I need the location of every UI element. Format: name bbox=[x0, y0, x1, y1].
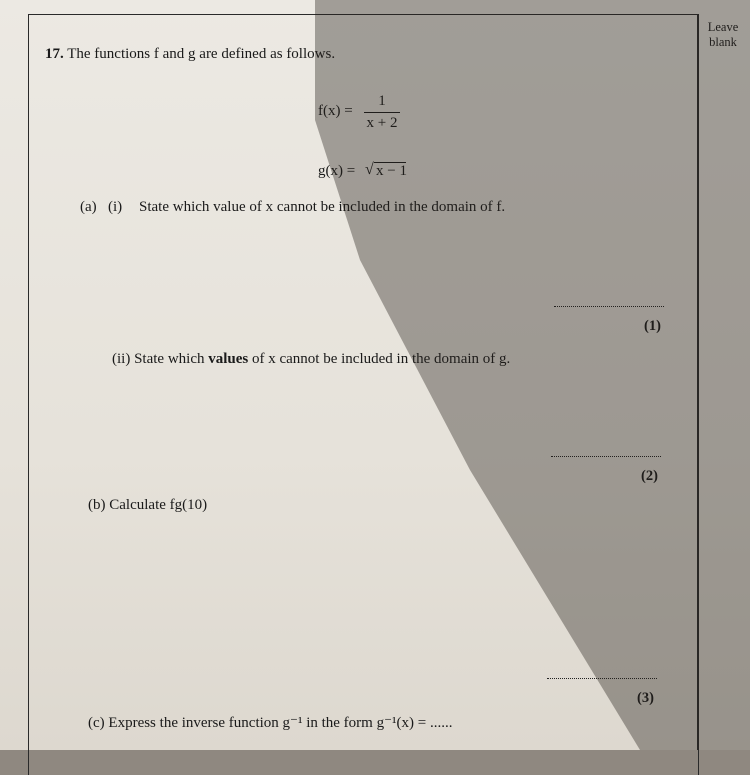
part-a-ii-text-before: State which bbox=[134, 351, 205, 367]
marks-a-ii: (2) bbox=[641, 468, 658, 484]
leave-label-line1: Leave bbox=[707, 20, 739, 34]
part-a-ii-text-after: of x cannot be included in the domain of g. bbox=[252, 351, 511, 367]
leave-blank-column bbox=[697, 14, 750, 750]
part-c-text: Express the inverse function g⁻¹ in the form g⁻¹(x) = ...... bbox=[108, 715, 453, 731]
answer-line-b[interactable] bbox=[547, 678, 657, 679]
part-a-ii-row bbox=[112, 351, 510, 368]
f-fraction bbox=[364, 93, 400, 132]
part-a-ii-label: (ii) bbox=[112, 351, 131, 367]
part-c-label: (c) bbox=[88, 715, 105, 731]
question-intro: The functions f and g are defined as follows. bbox=[67, 46, 336, 62]
part-b-row bbox=[88, 497, 207, 514]
answer-line-a-ii[interactable] bbox=[551, 456, 661, 457]
question-header bbox=[45, 46, 335, 63]
part-a-i-label: (i) bbox=[108, 199, 123, 215]
question-number: 17. bbox=[45, 46, 64, 62]
f-lhs: f(x) = bbox=[318, 103, 353, 119]
fraction-bar bbox=[364, 112, 400, 113]
marks-a-i: (1) bbox=[644, 318, 661, 334]
part-a-label: (a) bbox=[80, 199, 97, 215]
answer-line-a-i[interactable] bbox=[554, 306, 664, 307]
part-b-label: (b) bbox=[88, 497, 106, 513]
g-radicand: x − 1 bbox=[376, 163, 407, 179]
part-c-row bbox=[88, 713, 452, 732]
part-a-ii-bold: values bbox=[208, 351, 249, 367]
g-lhs: g(x) = bbox=[318, 163, 356, 179]
sqrt-sign: √ bbox=[365, 161, 374, 178]
marks-b: (3) bbox=[637, 690, 654, 706]
f-numerator: 1 bbox=[378, 93, 386, 109]
part-b-text: Calculate fg(10) bbox=[109, 497, 208, 513]
leave-label-line2: blank bbox=[709, 35, 737, 49]
f-denominator: x + 2 bbox=[366, 115, 398, 132]
part-a-i-text: State which value of x cannot be included in the domain of f. bbox=[139, 199, 506, 215]
leave-blank-label bbox=[700, 20, 746, 50]
